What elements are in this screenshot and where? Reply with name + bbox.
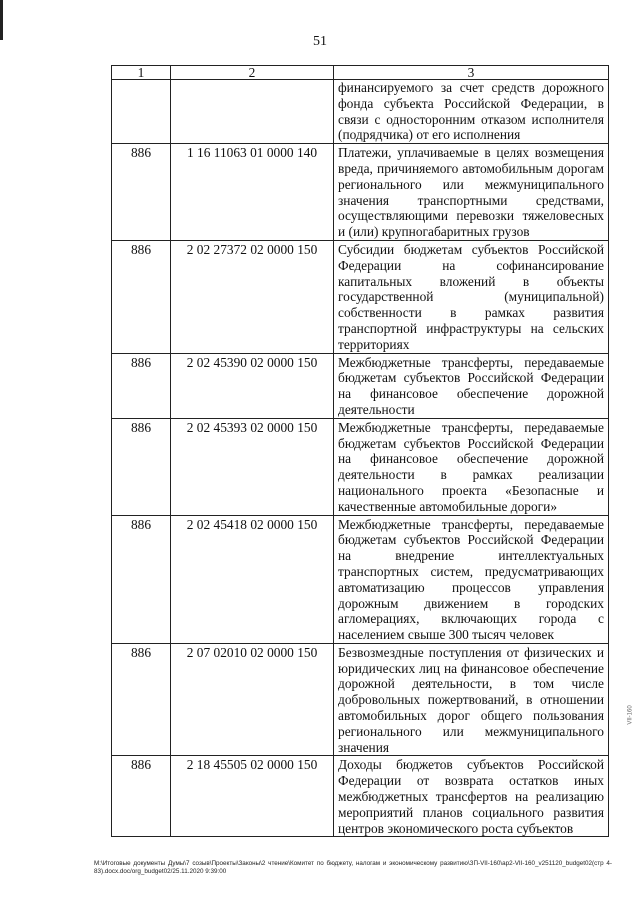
document-path-footer: M:\Итоговые документы Думы\7 созыв\Проекты\Законы\2 чтение\Комитет по бюджету, налогам и экономическому развитию\ЗП-VII-160\ap2-VII-160_v251120_budget02(стр 4-83).docx.doc/org_budget02/25.11.2020 9:39:00 bbox=[94, 860, 612, 875]
description-cell: финансируемого за счет средств дорожного фонда субъекта Российской Федерации, в связи с односторонним отказом исполнителя (подрядчика) от его исполнения bbox=[334, 80, 609, 144]
budget-classification-table bbox=[111, 65, 609, 837]
admin-code-cell: 886 bbox=[112, 756, 171, 837]
table-row bbox=[112, 418, 609, 515]
admin-code-cell: 886 bbox=[112, 353, 171, 418]
admin-code-cell: 886 bbox=[112, 515, 171, 643]
kbk-code-cell: 2 02 27372 02 0000 150 bbox=[171, 240, 334, 353]
description-cell: Межбюджетные трансферты, передаваемые бюджетам субъектов Российской Федерации на финансовое обеспечение дорожной деятельности в рамках реализации национального проекта «Безопасные и качественные автомобильные дороги» bbox=[334, 418, 609, 515]
side-margin-mark-text: VII-160 bbox=[628, 705, 635, 725]
description-cell: Безвозмездные поступления от физических и юридических лиц на финансовое обеспечение дорожной деятельности, в том числе добровольных пожертвований, в отношении автомобильных дорог общего пользования регионального или межмуниципального значения bbox=[334, 643, 609, 756]
description-cell: Субсидии бюджетам субъектов Российской Федерации на софинансирование капитальных вложений в объекты государственной (муниципальной) собственности в рамках развития транспортной инфраструктуры на сельских территориях bbox=[334, 240, 609, 353]
table-row bbox=[112, 515, 609, 643]
kbk-code-cell: 1 16 11063 01 0000 140 bbox=[171, 144, 334, 241]
table-row bbox=[112, 144, 609, 241]
table-header-row bbox=[112, 66, 609, 80]
header-col-3: 3 bbox=[334, 66, 609, 80]
header-col-1: 1 bbox=[112, 66, 171, 80]
description-cell: Платежи, уплачиваемые в целях возмещения вреда, причиняемого автомобильным дорогам регионального или межмуниципального значения транспортными средствами, осуществляющими перевозки тяжеловесных и (или) крупногабаритных грузов bbox=[334, 144, 609, 241]
kbk-code-cell: 2 02 45393 02 0000 150 bbox=[171, 418, 334, 515]
table-row bbox=[112, 240, 609, 353]
admin-code-cell: 886 bbox=[112, 643, 171, 756]
kbk-code-cell: 2 02 45418 02 0000 150 bbox=[171, 515, 334, 643]
kbk-code-cell bbox=[171, 80, 334, 144]
description-cell: Доходы бюджетов субъектов Российской Федерации от возврата остатков иных межбюджетных трансфертов на реализацию мероприятий планов социального развития центров экономического роста субъектов bbox=[334, 756, 609, 837]
table-row bbox=[112, 353, 609, 418]
admin-code-cell: 886 bbox=[112, 240, 171, 353]
kbk-code-cell: 2 07 02010 02 0000 150 bbox=[171, 643, 334, 756]
header-col-2: 2 bbox=[171, 66, 334, 80]
description-cell: Межбюджетные трансферты, передаваемые бюджетам субъектов Российской Федерации на финансовое обеспечение дорожной деятельности bbox=[334, 353, 609, 418]
table-row bbox=[112, 756, 609, 837]
description-cell: Межбюджетные трансферты, передаваемые бюджетам субъектов Российской Федерации на внедрение интеллектуальных транспортных систем, предусматривающих автоматизацию процессов управления дорожным движением в городских агломерациях, включающих города с населением свыше 300 тысяч человек bbox=[334, 515, 609, 643]
table-row-continuation bbox=[112, 80, 609, 144]
page-number: 51 bbox=[313, 34, 327, 49]
kbk-code-cell: 2 18 45505 02 0000 150 bbox=[171, 756, 334, 837]
admin-code-cell: 886 bbox=[112, 418, 171, 515]
side-margin-mark bbox=[626, 640, 636, 790]
table-row bbox=[112, 643, 609, 756]
admin-code-cell: 886 bbox=[112, 144, 171, 241]
admin-code-cell bbox=[112, 80, 171, 144]
kbk-code-cell: 2 02 45390 02 0000 150 bbox=[171, 353, 334, 418]
